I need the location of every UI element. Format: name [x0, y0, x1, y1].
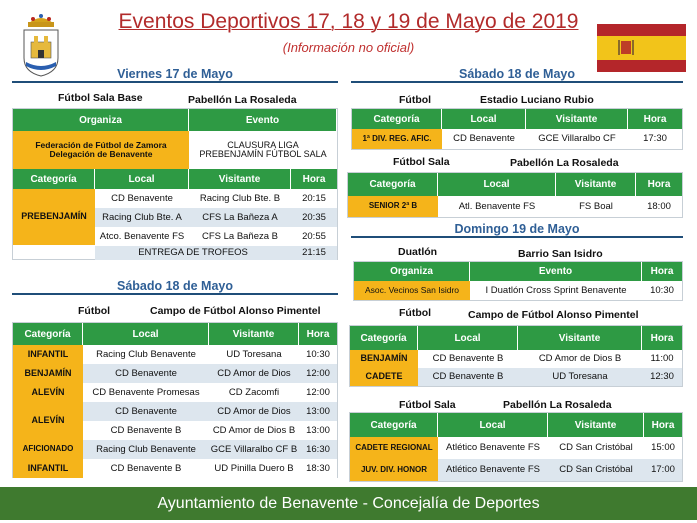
header-cell: Local [418, 326, 518, 350]
table-cell: 20:55 [291, 227, 337, 246]
table-cell: CD Benavente [83, 402, 209, 421]
header-cell: Categoría [13, 323, 83, 345]
header-cell: Visitante [209, 323, 299, 345]
table-cell: CD Benavente [442, 129, 526, 149]
header-cell: Local [83, 323, 209, 345]
table-cell: 10:30 [642, 281, 682, 300]
table-cell: CD Amor de Dios [209, 402, 299, 421]
header-cell: Hora [291, 169, 337, 189]
saturday-left-heading: Sábado 18 de Mayo [116, 279, 233, 293]
friday-event: CLAUSURA LIGA PREBENJAMÍN FÚTBOL SALA [189, 131, 337, 169]
table-cell: CFS La Bañeza A [189, 208, 291, 227]
table-cell: Racing Club Benavente [83, 440, 209, 459]
table-cell: Racing Club Bte. A [95, 208, 189, 227]
friday-heading: Viernes 17 de Mayo [117, 67, 233, 81]
spain-flag-icon [597, 24, 686, 72]
sunday-venue-3: Pabellón La Rosaleda [503, 399, 612, 411]
table-cell: GCE Villaralbo CF B [209, 440, 299, 459]
saturday-left-sport: Fútbol [78, 305, 111, 317]
saturday-right-table-1 [351, 108, 683, 150]
table-cell: 11:00 [642, 350, 682, 368]
header-cell: Evento [189, 109, 337, 131]
table-cell: CD Benavente [83, 364, 209, 383]
header-cell: Local [95, 169, 189, 189]
page-subtitle: (Información no oficial) [282, 40, 415, 55]
saturday-right-venue-1: Estadio Luciano Rubio [480, 94, 594, 106]
table-cell: CFS La Bañeza B [189, 227, 291, 246]
table-cell: AFICIONADO [13, 440, 83, 459]
saturday-right-venue-2: Pabellón La Rosaleda [510, 157, 619, 169]
saturday-right-table-2 [347, 172, 683, 218]
sunday-sport-3: Fútbol Sala [399, 399, 456, 411]
table-cell: CD Benavente Promesas [83, 383, 209, 402]
table-cell: 13:00 [299, 421, 337, 440]
saturday-left-venue: Campo de Fútbol Alonso Pimentel [150, 305, 321, 317]
friday-sport: Fútbol Sala Base [58, 92, 143, 104]
table-cell: 20:15 [291, 189, 337, 208]
table-cell: 12:00 [299, 383, 337, 402]
table-cell: Asoc. Vecinos San Isidro [354, 281, 470, 300]
saturday-right-sport-1: Fútbol [399, 94, 432, 106]
table-cell: JUV. DIV. HONOR [350, 459, 438, 481]
table-cell: 12:00 [299, 364, 337, 383]
sunday-heading: Domingo 19 de Mayo [454, 222, 580, 236]
table-cell: CD San Cristóbal [548, 459, 644, 481]
header-cell: Categoría [350, 326, 418, 350]
saturday-left-table [12, 322, 338, 478]
table-cell: CADETE REGIONAL [350, 437, 438, 459]
sunday-sport-2: Fútbol [399, 307, 432, 319]
sunday-futsal-table [349, 412, 683, 482]
sunday-sport-1: Duatlón [398, 246, 438, 258]
table-cell: INFANTIL [13, 345, 83, 364]
sunday-duathlon-table [353, 261, 683, 301]
table-cell: 18:00 [636, 196, 682, 217]
table-cell: CD Amor de Dios [209, 364, 299, 383]
header-cell: Visitante [518, 326, 642, 350]
saturday-right-sport-2: Fútbol Sala [393, 156, 450, 168]
table-cell: UD Toresana [518, 368, 642, 386]
table-cell: INFANTIL [13, 459, 83, 478]
header-cell: Hora [628, 109, 682, 129]
table-cell: 18:30 [299, 459, 337, 478]
table-cell: CD Amor de Dios B [209, 421, 299, 440]
table-cell: CD Benavente [95, 189, 189, 208]
friday-table [12, 108, 338, 260]
table-cell: UD Pinilla Duero B [209, 459, 299, 478]
header-cell: Categoría [348, 173, 438, 196]
sunday-venue-2: Campo de Fútbol Alonso Pimentel [468, 309, 639, 321]
table-cell: FS Boal [556, 196, 636, 217]
table-cell: ALEVÍN [13, 402, 83, 440]
header-cell: Local [442, 109, 526, 129]
sunday-football-table [349, 325, 683, 387]
table-cell: CD Benavente B [83, 421, 209, 440]
table-cell: GCE Villaralbo CF [526, 129, 628, 149]
table-cell: Racing Club Bte. B [189, 189, 291, 208]
table-cell: 10:30 [299, 345, 337, 364]
header-cell: Categoría [350, 413, 438, 437]
table-cell: 16:30 [299, 440, 337, 459]
friday-venue: Pabellón La Rosaleda [188, 94, 297, 106]
friday-trophy: ENTREGA DE TROFEOS [95, 246, 291, 260]
table-cell: Atlético Benavente FS [438, 459, 548, 481]
table-cell: CD Benavente B [83, 459, 209, 478]
table-cell: I Duatlón Cross Sprint Benavente [470, 281, 642, 300]
friday-organizer: Federación de Fútbol de Zamora Delegación de Benavente [13, 131, 189, 169]
table-cell: 1ª DIV. REG. AFIC. [352, 129, 442, 149]
table-cell: 15:00 [644, 437, 682, 459]
table-cell: UD Toresana [209, 345, 299, 364]
header-cell: Hora [299, 323, 337, 345]
table-cell: 17:30 [628, 129, 682, 149]
table-cell: BENJAMÍN [13, 364, 83, 383]
table-cell: 12:30 [642, 368, 682, 386]
header-cell: Hora [636, 173, 682, 196]
table-cell: 13:00 [299, 402, 337, 421]
sunday-venue-1: Barrio San Isidro [518, 248, 603, 260]
table-cell: Atl. Benavente FS [438, 196, 556, 217]
friday-category: PREBENJAMÍN [13, 189, 95, 245]
table-cell: CD Amor de Dios B [518, 350, 642, 368]
header-cell: Visitante [189, 169, 291, 189]
header-cell: Organiza [354, 262, 470, 281]
table-cell: CADETE [350, 368, 418, 386]
table-cell: ALEVÍN [13, 383, 83, 402]
header-cell: Categoría [13, 169, 95, 189]
header-cell: Evento [470, 262, 642, 281]
header-cell: Visitante [548, 413, 644, 437]
header-cell: Organiza [13, 109, 189, 131]
header-cell: Hora [644, 413, 682, 437]
footer-banner: Ayuntamiento de Benavente - Concejalía de Deportes [0, 487, 697, 520]
page-title: Eventos Deportivos 17, 18 y 19 de Mayo de 2019 [118, 10, 579, 33]
saturday-right-heading: Sábado 18 de Mayo [458, 67, 575, 81]
friday-trophy-time: 21:15 [291, 246, 337, 260]
header-cell: Visitante [556, 173, 636, 196]
table-cell: Atlético Benavente FS [438, 437, 548, 459]
table-cell: BENJAMÍN [350, 350, 418, 368]
table-cell: 20:35 [291, 208, 337, 227]
table-cell: 17:00 [644, 459, 682, 481]
table-cell: CD Zacomfi [209, 383, 299, 402]
table-cell: Atco. Benavente FS [95, 227, 189, 246]
table-cell: CD Benavente B [418, 368, 518, 386]
table-cell: Racing Club Benavente [83, 345, 209, 364]
table-cell: SENIOR 2ª B [348, 196, 438, 217]
header-cell: Categoría [352, 109, 442, 129]
header-cell: Hora [642, 262, 682, 281]
header-cell: Hora [642, 326, 682, 350]
table-cell: CD San Cristóbal [548, 437, 644, 459]
header-cell: Visitante [526, 109, 628, 129]
header-cell: Local [438, 413, 548, 437]
header-cell: Local [438, 173, 556, 196]
table-cell: CD Benavente B [418, 350, 518, 368]
